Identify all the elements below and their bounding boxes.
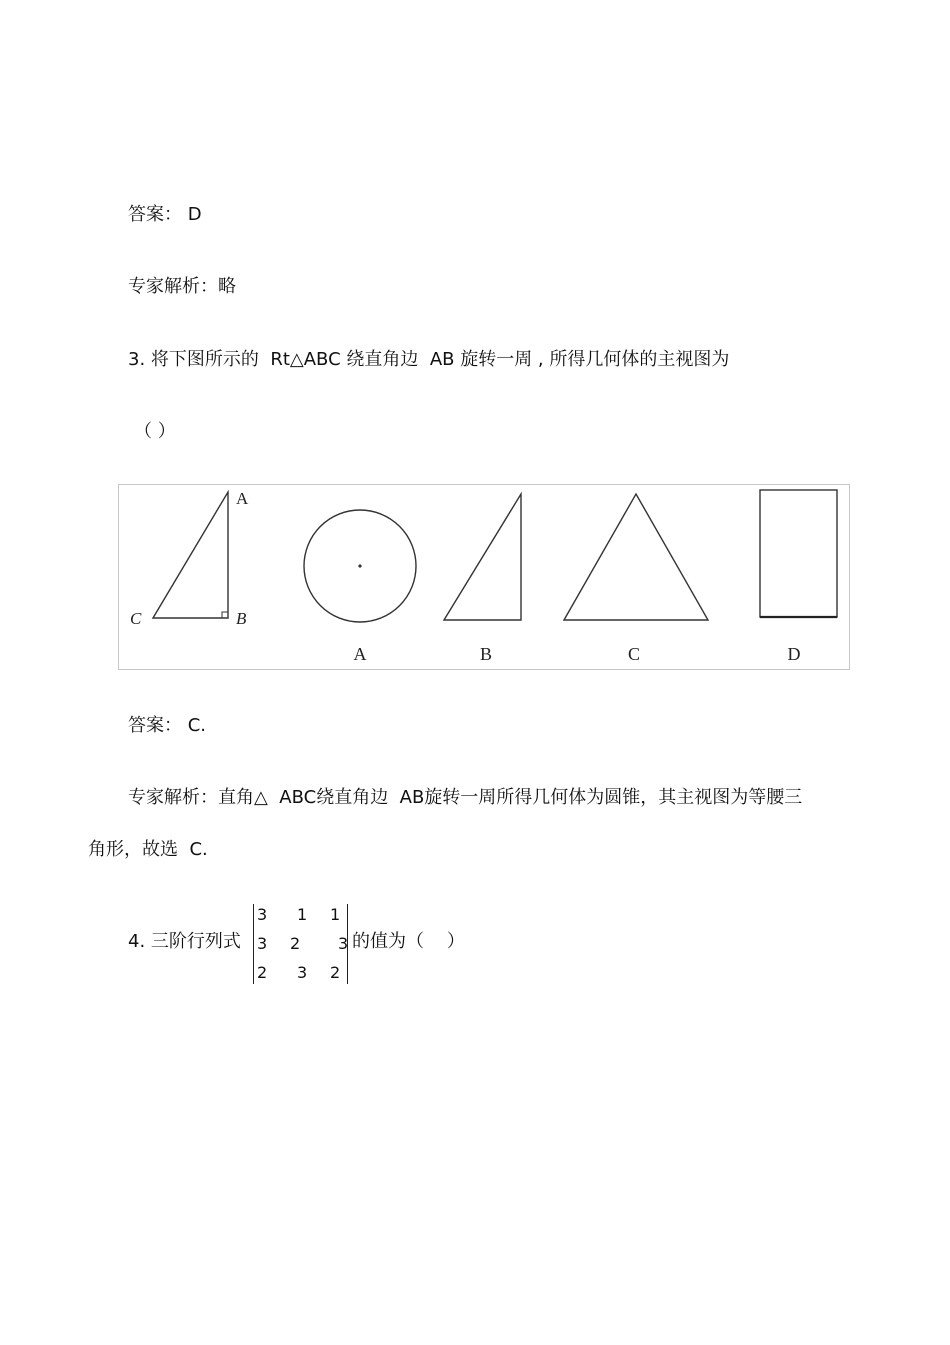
option-a-label: A — [353, 644, 367, 664]
q3-figure — [118, 484, 850, 670]
matrix-cell: 3 — [257, 934, 268, 953]
matrix-cell: 1 — [297, 905, 308, 924]
matrix-cell: 3 — [297, 963, 308, 982]
q4-prefix: 4. 三阶行列式 — [128, 931, 241, 952]
option-b-label: B — [479, 644, 493, 664]
q2-analysis: 专家解析：略 — [128, 276, 236, 297]
q3-analysis-line1: 专家解析：直角△ ABC绕直角边 AB旋转一周所得几何体为圆锥，其主视图为等腰三 — [128, 787, 803, 808]
vertex-label-a: A — [236, 489, 249, 508]
determinant-left-bar — [253, 904, 254, 984]
vertex-label-c: C — [130, 609, 142, 628]
q4-suffix: 的值为（ ） — [352, 931, 465, 952]
matrix-cell: 2 — [330, 963, 341, 982]
matrix-cell: 2 — [290, 934, 301, 953]
q3-paren: （ ） — [134, 421, 176, 442]
q3-analysis-line2: 角形，故选 C. — [88, 839, 208, 860]
matrix-cell: 3 — [257, 905, 268, 924]
q2-answer: 答案： D — [128, 204, 202, 225]
q3-stem: 3. 将下图所示的 Rt△ABC 绕直角边 AB 旋转一周 , 所得几何体的主视图为 — [128, 349, 730, 370]
vertex-label-b: B — [236, 609, 247, 628]
option-c-label: C — [627, 644, 641, 664]
option-d-label: D — [787, 644, 801, 664]
matrix-cell: 2 — [257, 963, 268, 982]
matrix-cell: 3 — [338, 934, 349, 953]
matrix-cell: 1 — [330, 905, 341, 924]
option-a-center-dot — [358, 564, 361, 567]
q3-answer: 答案： C. — [128, 715, 207, 736]
